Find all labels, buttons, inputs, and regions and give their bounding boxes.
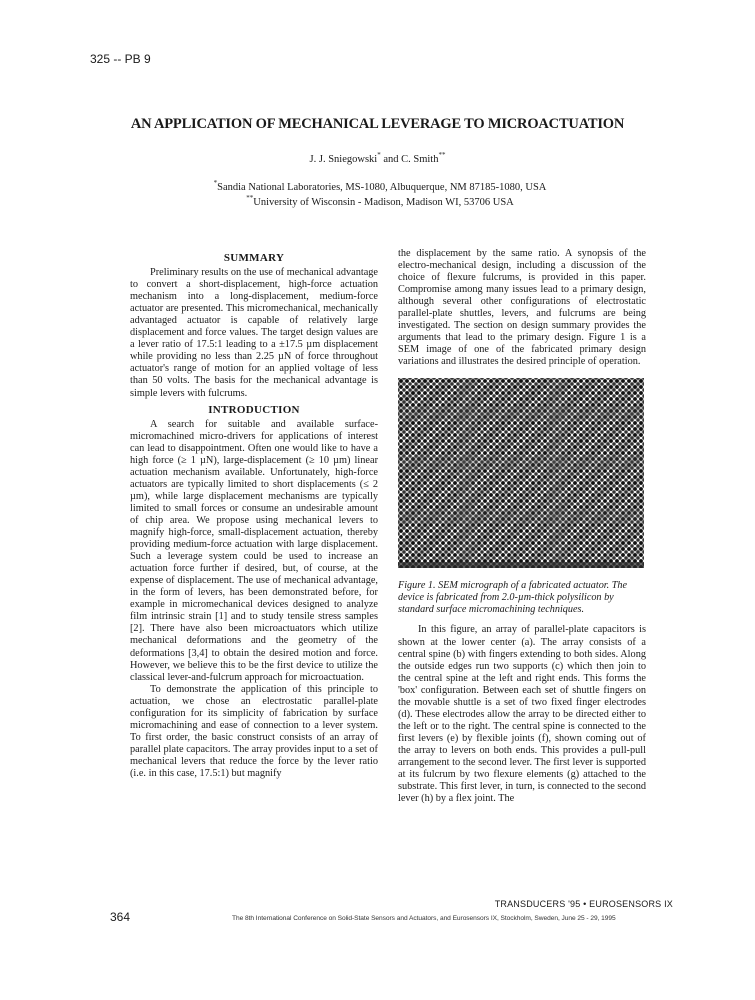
sem-micrograph-figure: [398, 378, 644, 568]
affiliation-text: Sandia National Laboratories, MS-1080, Albuquerque, NM 87185-1080, USA: [217, 182, 547, 193]
affiliation-text: University of Wisconsin - Madison, Madison WI, 53706 USA: [253, 197, 514, 208]
body-paragraph: In this figure, an array of parallel-plate capacitors is shown at the lower center (a). The array consists of a central spine (b) with fingers extending to both sides. Along the outside edges run two supports (c) which then join to the central spine at the left and right ends. This forms the 'box' configuration. Between each set of shuttle fingers on the movable shuttle is a set of two fixed finger electrodes (d). These electrodes allow the array to be directed either to the left or to the right. The central spine is connected to the first levers (e) by flexible joints (f), shown coming out of the array to levers on both ends. This provides a pull-pull arrangement to the second lever. The first lever is supported at its fulcrum by two flexure elements (g) attached to the substrate. This first lever, in turn, is connected to the second lever (h) by a flex joint. The: [398, 624, 646, 805]
figure-texture: [398, 406, 644, 420]
figure-texture: [548, 378, 564, 568]
left-column: [130, 252, 378, 780]
figure-texture: [398, 510, 644, 524]
author-name: and C. Smith: [380, 154, 439, 165]
intro-paragraph: A search for suitable and available surface-micromachined micro-drivers for applications of interest can lead to disappointment. Often one would like to have a high force (≥ 1 µN), large-displacement (≥ 10 µm) linear actuation mechanism available. Unfortunately, high-force actuators are typically limited to short displacements (≤ 2 µm), while large displacement mechanisms are typically limited to small forces or consume an undesirable amount of chip area. We propose using mechanical levers to magnify high-force, small-displacement actuation, thereby providing medium-force actuation with large displacement. Such a leverage system could be used to increase an actuation force further if desired, but, of course, at the expense of displacement. The use of mechanical advantage, in the form of levers, has been demonstrated before, for example in micromechanical devices designed to analyze film intrinsic strain [1] and to study tensile stress samples [2]. There have also been microactuators which utilize mechanical deformations and the geometry of the deformations [3,4] to obtain the desired motion and force. However, we believe this to be the first device to utilize the classical lever-and-fulcrum approach for microactuation.: [130, 418, 378, 683]
affiliation-mark: *: [377, 151, 381, 159]
paper-title: AN APPLICATION OF MECHANICAL LEVERAGE TO MICROACTUATION: [130, 116, 625, 132]
affiliation-mark: **: [438, 151, 446, 159]
summary-paragraph: Preliminary results on the use of mechanical advantage to convert a short-displacement, high-force actuation mechanism into a long-displacement, medium-force actuator are presented. This micromechanical, mechanically advantaged actuator is capable of relatively large displacement and force values. The target design values are a lever ratio of 17.5:1 leading to a ±17.5 µm displacement while providing no less than 2.25 µN of force throughout actuator's range of motion for an applied voltage of less than 50 volts. The basis for the mechanical advantage is simple levers with fulcrums.: [130, 267, 378, 399]
body-paragraph: the displacement by the same ratio. A synopsis of the electro-mechanical design, including a discussion of the choice of flexure fulcrums, is provided in this paper. Compromise among many issues lead to a primary design, although several other configurations of electrostatic parallel-plate shuttles, levers, and fulcrums are being investigated. The section on design summary provides the arguments that lead to the primary design. Figure 1 is a SEM image of one of the fabricated primary design variations and illustrates the desired principle of operation.: [398, 248, 646, 368]
page-number: 364: [110, 910, 131, 924]
figure-caption: Figure 1. SEM micrograph of a fabricated actuator. The device is fabricated from 2.0-µm-thick polysilicon by standard surface micromachining techniques.: [398, 580, 628, 616]
conference-note: The 8th International Conference on Solid-State Sensors and Actuators, and Eurosensors IX, Stockholm, Sweden, June 25 - 29, 1995: [232, 915, 616, 922]
affiliation: [0, 194, 755, 208]
conference-name: TRANSDUCERS '95 • EUROSENSORS IX: [494, 899, 673, 909]
intro-paragraph: To demonstrate the application of this principle to actuation, we chose an electrostatic parallel-plate configuration for its simplicity of fabrication by surface micromachining and ease of connection to a lever system. To first order, the basic construct consists of an array of parallel plate capacitors. The array provides input to a set of mechanical levers that reduce the force by the lever ratio (i.e. in this case, 17.5:1) but magnify: [130, 683, 378, 779]
figure-bottom-edge: [398, 562, 644, 568]
figure-texture: [398, 456, 644, 470]
header-code: 325 -- PB 9: [90, 52, 151, 66]
introduction-heading: INTRODUCTION: [208, 403, 300, 416]
author-name: J. J. Sniegowski: [309, 154, 378, 165]
figure-texture: [458, 378, 474, 568]
affiliation-mark: *: [213, 179, 218, 187]
right-column: [398, 248, 646, 805]
summary-heading: SUMMARY: [223, 252, 285, 264]
affiliation-mark: **: [246, 194, 254, 202]
affiliation: [0, 179, 755, 193]
author-line: [0, 151, 755, 165]
